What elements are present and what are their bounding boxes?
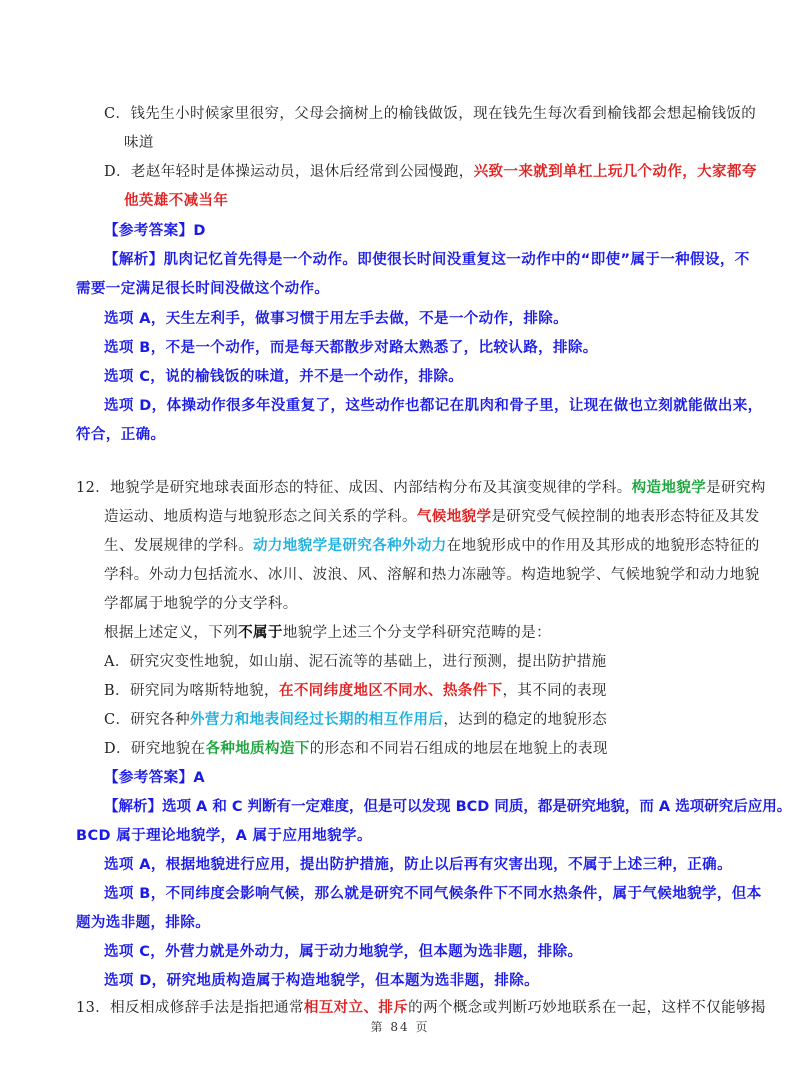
q12-answer: 【参考答案】A — [104, 770, 206, 786]
q12-paragraph-line1 — [76, 478, 766, 498]
q12-question — [104, 623, 551, 643]
q12-p3-tail: 在地貌形成中的作用及其形成的地貌形态特征的 — [446, 538, 760, 554]
q11-option-c-line2: 味道 — [124, 135, 154, 151]
q12-option-c-text: C．研究各种 — [104, 712, 190, 728]
q12-p2-text: 造运动、地质构造与地貌形态之间关系的学科。 — [104, 509, 417, 525]
q12-p1-highlight: 构造地貌学 — [631, 480, 707, 496]
q11-option-a-note: 选项 A，天生左利手，做事习惯于用左手去做，不是一个动作，排除。 — [104, 311, 569, 327]
q12-option-b-tail: ，其不同的表现 — [502, 683, 607, 699]
q12-question-emphasis: 不属于 — [238, 625, 283, 641]
q12-option-d-note: 选项 D，研究地质构造属于构造地貌学，但本题为选非题，排除。 — [104, 973, 540, 989]
q13-highlight: 相互对立、排斥 — [303, 1000, 409, 1016]
q12-question-text: 根据上述定义，下列 — [104, 625, 239, 641]
q12-option-c — [104, 710, 607, 730]
q12-p1-text: 12．地貌学是研究地球表面形态的特征、成因、内部结构分布及其演变规律的学科。 — [76, 480, 632, 496]
q12-analysis-line1: 【解析】选项 A 和 C 判断有一定难度，但是可以发现 BCD 同质，都是研究地貌，而 A 选项研究后应用。 — [104, 799, 792, 815]
q12-p3-text: 生、发展规律的学科。 — [104, 538, 253, 554]
q13-tail: 的两个概念或判断巧妙地联系在一起，这样不仅能够揭 — [408, 1000, 766, 1016]
q12-option-b-note-line2: 题为选非题，排除。 — [76, 915, 211, 931]
q12-p3-highlight: 动力地貌学是研究各种外动力 — [253, 538, 447, 554]
q11-option-d-line1 — [104, 162, 757, 182]
q12-question-tail: 地貌学上述三个分支学科研究范畴的是： — [282, 625, 552, 641]
q11-option-c-line1: C．钱先生小时候家里很穷，父母会摘树上的榆钱做饭，现在钱先生每次看到榆钱都会想起榆钱饭的 — [104, 106, 757, 122]
q11-option-d-note-line2: 符合，正确。 — [76, 427, 166, 443]
q12-option-d-text: D．研究地貌在 — [104, 741, 206, 757]
page-number: 第 84 页 — [370, 1020, 430, 1034]
q12-option-b-text: B．研究同为喀斯特地貌， — [104, 683, 279, 699]
q12-option-c-highlight: 外营力和地表间经过长期的相互作用后 — [190, 712, 444, 728]
q12-option-c-note: 选项 C，外营力就是外动力，属于动力地貌学，但本题为选非题，排除。 — [104, 944, 583, 960]
q12-p2-tail: 是研究受气候控制的地表形态特征及其发 — [491, 509, 760, 525]
q11-option-b-note: 选项 B，不是一个动作，而是每天都散步对路太熟悉了，比较认路，排除。 — [104, 340, 598, 356]
q12-p2-highlight: 气候地貌学 — [416, 509, 492, 525]
q12-paragraph-line2 — [104, 507, 760, 527]
q11-answer: 【参考答案】D — [104, 223, 206, 239]
q12-p1-tail: 是研究构 — [706, 480, 766, 496]
q12-paragraph-line3 — [104, 536, 760, 556]
q12-paragraph-line5: 学都属于地貌学的分支学科。 — [104, 596, 298, 612]
q12-option-a: A．研究灾变性地貌，如山崩、泥石流等的基础上，进行预测，提出防护措施 — [104, 654, 607, 670]
q11-analysis-line1: 【解析】肌肉记忆首先得是一个动作。即使很长时间没重复这一动作中的“即使”属于一种假设，不 — [104, 252, 750, 268]
q12-option-d-tail: 的形态和不同岩石组成的地层在地貌上的表现 — [309, 741, 608, 757]
q12-paragraph-line4: 学科。外动力包括流水、冰川、波浪、风、溶解和热力冻融等。构造地貌学、气候地貌学和动力地貌 — [104, 567, 760, 583]
q11-option-d-line2: 他英雄不减当年 — [124, 193, 229, 209]
q13-text: 13．相反相成修辞手法是指把通常 — [76, 1000, 304, 1016]
q11-option-d-text: D．老赵年轻时是体操运动员，退休后经常到公园慢跑， — [104, 164, 474, 180]
q12-option-b-note-line1: 选项 B，不同纬度会影响气候，那么就是研究不同气候条件下不同水热条件，属于气候地貌学，但本 — [104, 886, 762, 902]
q12-option-d-highlight: 各种地质构造下 — [205, 741, 310, 757]
q11-analysis-line2: 需要一定满足很长时间没做这个动作。 — [76, 281, 330, 297]
q11-option-d-highlight: 兴致一来就到单杠上玩几个动作，大家都夸 — [473, 164, 757, 180]
q12-analysis-line2: BCD 属于理论地貌学，A 属于应用地貌学。 — [76, 828, 372, 844]
q11-option-d-note-line1: 选项 D，体操动作很多年没重复了，这些动作也都记在肌肉和骨子里，让现在做也立刻就能做出来， — [104, 398, 763, 414]
q13-line1 — [76, 998, 766, 1018]
q12-option-a-note: 选项 A，根据地貌进行应用，提出防护措施，防止以后再有灾害出现，不属于上述三种，正确。 — [104, 857, 732, 873]
q11-option-c-note: 选项 C，说的榆钱饭的味道，并不是一个动作，排除。 — [104, 369, 464, 385]
q12-option-b-highlight: 在不同纬度地区不同水、热条件下 — [278, 683, 503, 699]
q12-option-c-tail: ，达到的稳定的地貌形态 — [443, 712, 608, 728]
q12-option-b — [104, 681, 607, 701]
q12-option-d — [104, 739, 608, 759]
